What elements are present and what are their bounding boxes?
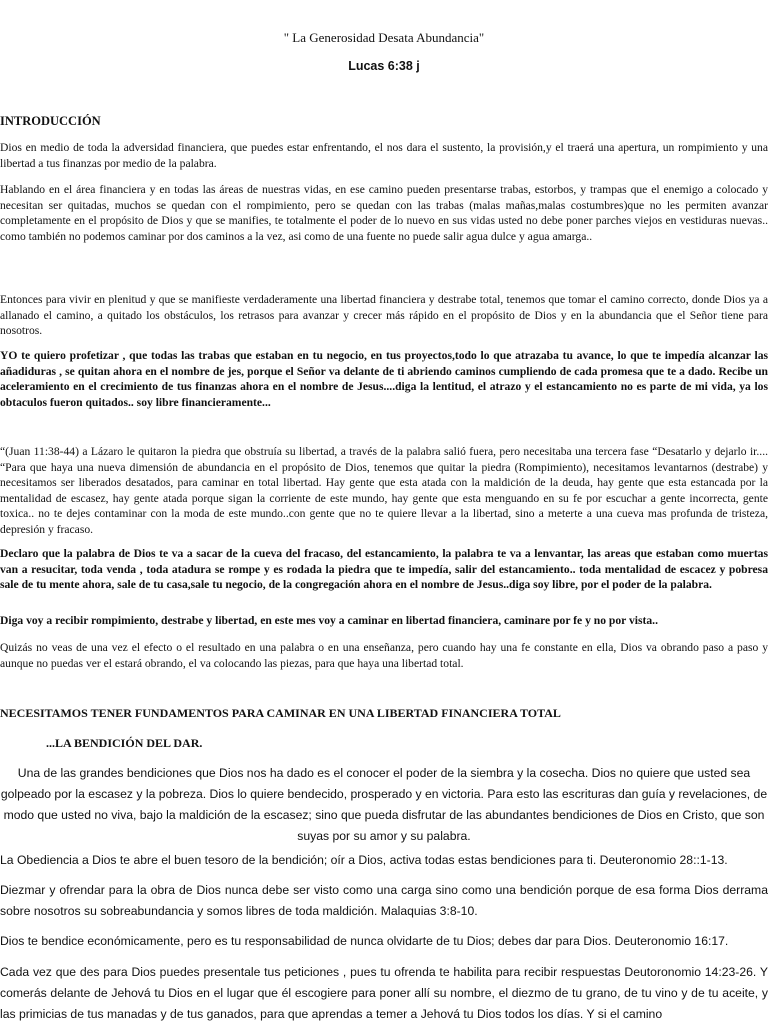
paragraph-3: Entonces para vivir en plenitud y que se manifieste verdaderamente una libertad financiera y destrabe total, tenemos que tomar el camino correcto, donde Dios ya a allanado el camino, a quitado los obstáculos, los retrasos para avanzar y crecer más rápido en el propósito de Dios y en la abundancia que el Señor tiene para nosotros. [0, 293, 768, 337]
subsection-heading: ...LA BENDICIÓN DEL DAR. [46, 736, 203, 750]
paragraph-10: La Obediencia a Dios te abre el buen tesoro de la bendición; oír a Dios, activa todas estas bendiciones para ti. Deuteronomio 28::1-13. [0, 853, 728, 867]
paragraph-1: Dios en medio de toda la adversidad financiera, que puedes estar enfrentando, el nos dara el sustento, la provisión,y el traerá una apertura, un rompimiento y una libertad a tus finanzas por medio de la palabra. [0, 141, 768, 170]
paragraph-13: Cada vez que des para Dios puedes presentale tus peticiones , pues tu ofrenda te habilita para recibir respuestas Deutoronomio 14:23-26. Y comerás delante de Jehová tu Dios en el lugar que él escogiere para poner allí su nombre, el diezmo de tu grano, de tu vino y de tu aceite, y las primicias de tus manadas y de tus ganados, para que aprendas a temer a Jehová tu Dios todos los días. Y si el camino [0, 965, 768, 1021]
scripture-reference: Lucas 6:38 j [348, 59, 420, 73]
section-heading: NECESITAMOS TENER FUNDAMENTOS PARA CAMINAR EN UNA LIBERTAD FINANCIERA TOTAL [0, 706, 561, 720]
paragraph-8: Quizás no veas de una vez el efecto o el resultado en una palabra o en una enseñanza, pero cuando hay una fe constante en ella, Dios va obrando paso a paso y aunque no puedas ver el estará obrando, el va colocando las piezas, para que haya una libertad total. [0, 641, 768, 670]
paragraph-11: Diezmar y ofrendar para la obra de Dios nunca debe ser visto como una carga sino como una bendición porque de esa forma Dios derrama sobre nosotros su sobreabundancia y somos libres de toda maldición. Malaquias 3:8-10. [0, 883, 768, 918]
paragraph-12: Dios te bendice económicamente, pero es tu responsabilidad de nunca olvidarte de tu Dios; debes dar para Dios. Deuteronomio 16:17. [0, 934, 729, 948]
paragraph-2: Hablando en el área financiera y en todas las áreas de nuestras vidas, en ese camino pueden presentarse trabas, estorbos, y trampas que el enemigo a colocado y necesitan ser quitadas, muchos se quedan con el rompimiento, pero se quedan con las trabas (malas mañas,malas costumbres)que no les permiten avanzar completamente en el propósito de Dios y que se manifies, te totalmente el poder de lo nuevo en sus vidas usted no debe poner parches viejos en vestiduras nuevas.. como también no podemos caminar por dos caminos a la vez, asi como de una fuente no puede salir agua dulce y agua amarga.. [0, 183, 768, 243]
intro-heading: INTRODUCCIÓN [0, 114, 101, 128]
paragraph-5: “(Juan 11:38-44) a Lázaro le quitaron la piedra que obstruía su libertad, a través de la palabra salió fuera, pero necesitaba una tercera fase “Desatarlo y dejarlo ir.... “Para que haya una nueva dimensión de abundancia en el propósito de Dios, tenemos que quitar la piedra (Rompimiento), necesitamos levantarnos (destrabe) y necesitamos ser liberados desatados, para caminar en total libertad. Hay gente que esta atada con la maldición de la deuda, hay gente que esta estancada por la mentalidad de escasez, hay gente atada porque sigan la corriente de este mundo, hay gente que esta menguando en su fe por escuchar a gente incorrecta, gente toxica.. no te dejes contaminar con la moda de este mundo..con gente que no te quiere llevar a la libertad, sino a meterte a una cueva mas profunda de tristeza, depresión y fracaso. [0, 445, 768, 536]
paragraph-6-declaration: Declaro que la palabra de Dios te va a sacar de la cueva del fracaso, del estancamiento, la palabra te va a lenvantar, las areas que estaban como muertas van a resucitar, toda venda , toda atadura se rompe y es rodada la piedra que te impedía, salir del estancamiento.. toda mentalidad de escacez y pobresa sale de tu mente ahora, sale de tu casa,sale tu negocio, de la congregación ahora en el nombre de Jesus..diga soy libre, por el poder de la palabra. [0, 547, 768, 591]
document-title: " La Generosidad Desata Abundancia" [283, 30, 485, 45]
paragraph-7: Diga voy a recibir rompimiento, destrabe y libertad, en este mes voy a caminar en libertad financiera, caminare por fe y no por vista.. [0, 614, 658, 627]
paragraph-9: Una de las grandes bendiciones que Dios nos ha dado es el conocer el poder de la siembra y la cosecha. Dios no quiere que usted sea golpeado por la escasez y la pobreza. Dios lo quiere bendecido, prosperado y en victoria. Para esto las escrituras dan guía y revelaciones, de modo que usted no viva, bajo la maldición de la escasez; sino que pueda disfrutar de las abundantes bendiciones de Dios en Cristo, que son suyas por su amor y su palabra. [0, 766, 768, 843]
paragraph-4-prophecy: YO te quiero profetizar , que todas las trabas que estaban en tu negocio, en tus proyectos,todo lo que atrazaba tu avance, lo que te impedía alcanzar las añadiduras , se quitan ahora en el nombre de jes, porque el Señor va delante de ti abriendo caminos cumpliendo de cada promesa que te a dado. Recibe un aceleramiento en el crecimiento de tus finanzas ahora en el nombre de Jesus....diga la lentitud, el atrazo y el estancamiento no es parte de mi vida, ya los obtaculos fueron quitados.. soy libre financieramente... [0, 349, 768, 409]
